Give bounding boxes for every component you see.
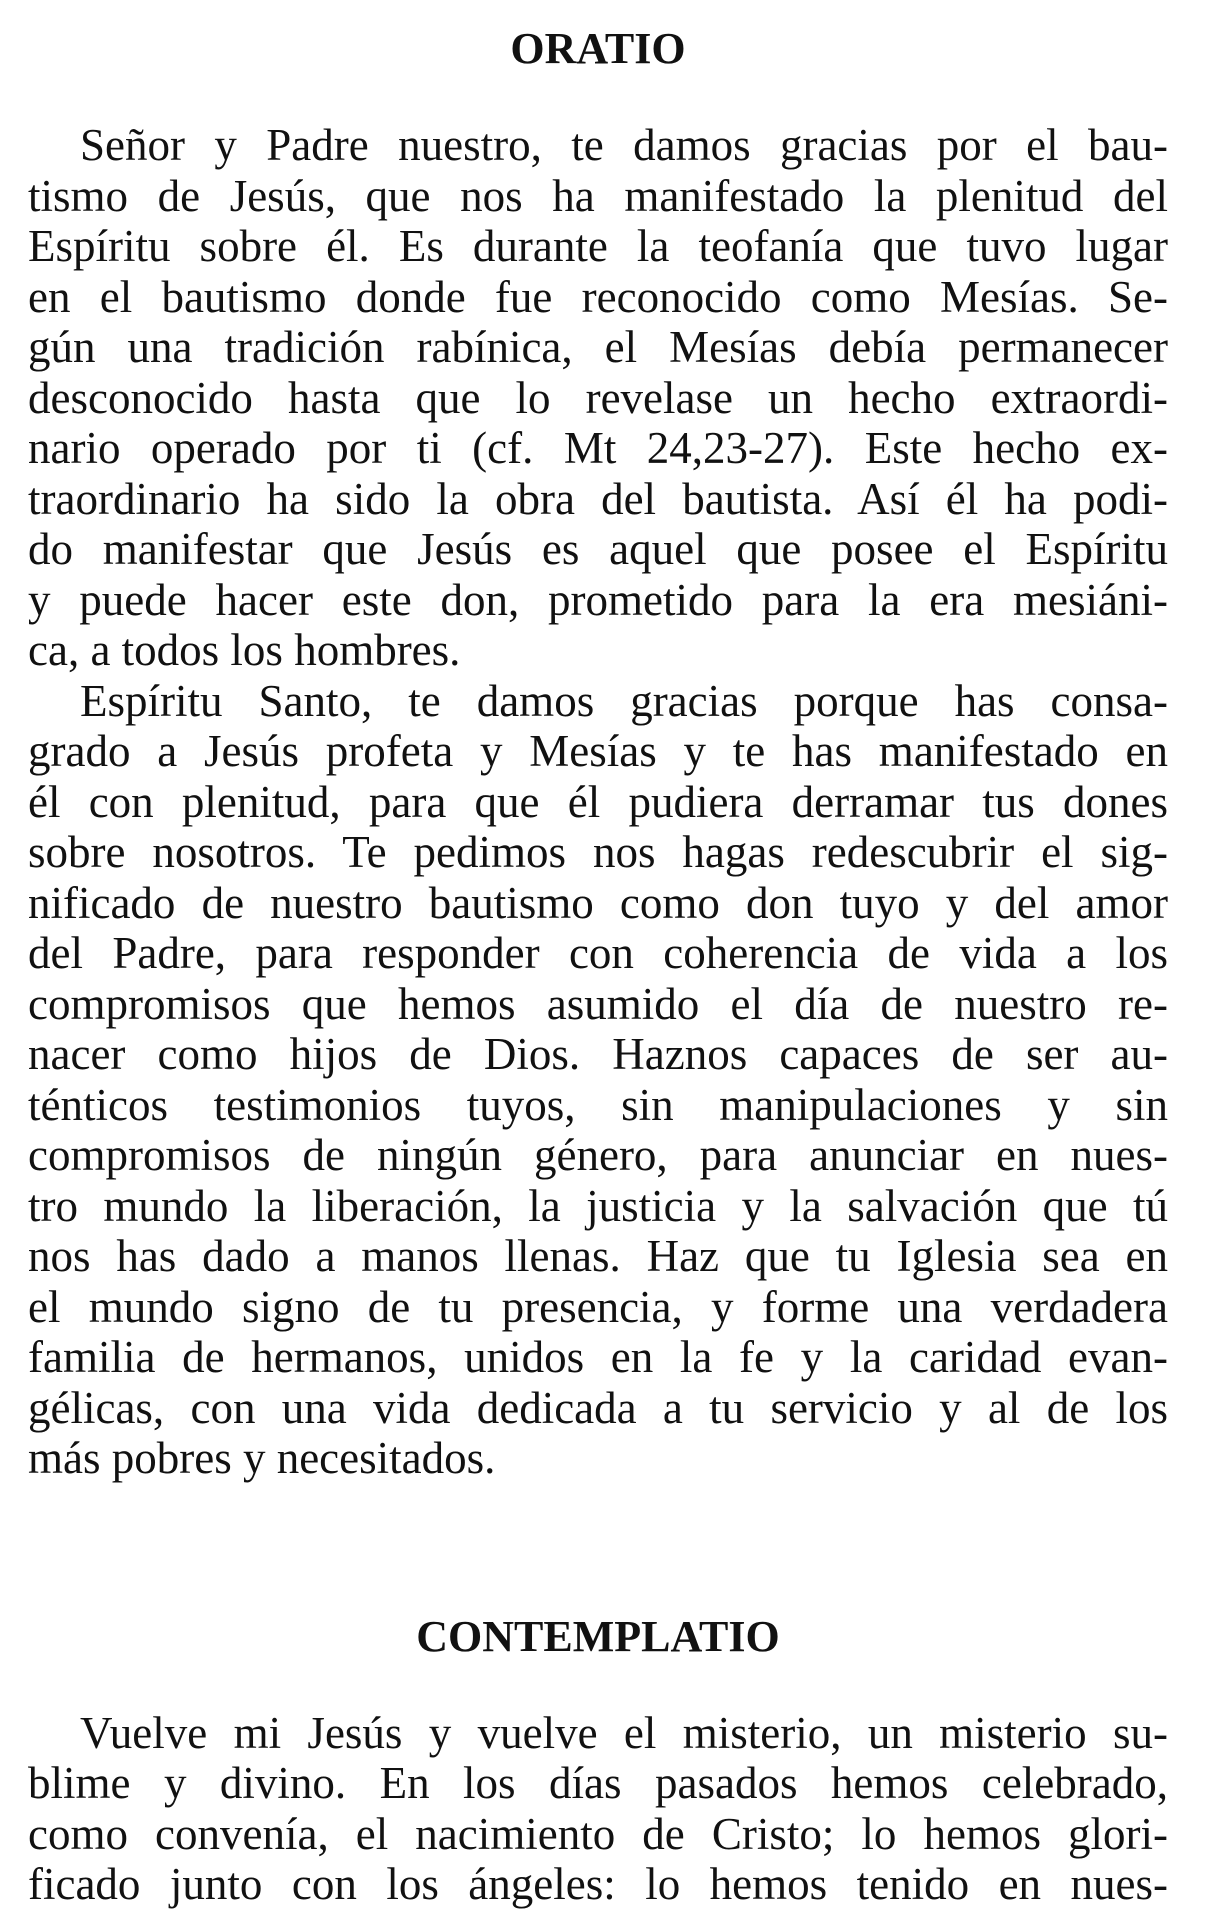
text-line: familia de hermanos, unidos en la fe y la caridad evan- [28, 1332, 1168, 1382]
text-line: él con plenitud, para que él pudiera derramar tus dones [28, 776, 1168, 827]
text-line: nario operado por ti (cf. Mt 24,23-27). Este hecho ex- [28, 423, 1168, 473]
text-line: tismo de Jesús, que nos ha manifestado la plenitud del [28, 170, 1168, 221]
text-line: nos has dado a manos llenas. Haz que tu Iglesia sea en [28, 1231, 1168, 1281]
text-line: como convenía, el nacimiento de Cristo; lo hemos glori- [28, 1808, 1168, 1859]
text-line: en el bautismo donde fue reconocido como Mesías. Se- [28, 271, 1168, 322]
text-line: traordinario ha sido la obra del bautista. Así él ha podi- [28, 473, 1168, 524]
text-line: compromisos que hemos asumido el día de nuestro re- [28, 978, 1168, 1029]
text-line: Vuelve mi Jesús y vuelve el misterio, un misterio su- [80, 1707, 1168, 1758]
text-line: blime y divino. En los días pasados hemos celebrado, [28, 1758, 1168, 1808]
contemplatio-paragraph-1 [28, 1708, 1168, 1910]
text-line: y puede hacer este don, prometido para la era mesiáni- [28, 574, 1168, 625]
text-line: ficado junto con los ángeles: lo hemos tenido en nues- [28, 1859, 1168, 1909]
text-line: más pobres y necesitados. [28, 1433, 496, 1483]
text-line: sobre nosotros. Te pedimos nos hagas redescubrir el sig- [28, 827, 1168, 877]
text-line: el mundo signo de tu presencia, y forme una verdadera [28, 1281, 1168, 1332]
section-title-contemplatio: CONTEMPLATIO [416, 1611, 780, 1661]
document-page [28, 0, 1168, 1910]
oratio-paragraph-1 [28, 120, 1168, 676]
text-line: tro mundo la liberación, la justicia y la salvación que tú [28, 1180, 1168, 1231]
text-line: Espíritu sobre él. Es durante la teofanía que tuvo lugar [28, 221, 1168, 271]
text-line: ténticos testimonios tuyos, sin manipulaciones y sin [28, 1079, 1168, 1130]
text-line: grado a Jesús profeta y Mesías y te has manifestado en [28, 726, 1168, 776]
text-line: gélicas, con una vida dedicada a tu servicio y al de los [28, 1382, 1168, 1433]
text-line: Señor y Padre nuestro, te damos gracias por el bau- [80, 120, 1168, 170]
text-line: compromisos de ningún género, para anunciar en nues- [28, 1130, 1168, 1180]
section-title-oratio: ORATIO [510, 24, 686, 73]
text-line: Espíritu Santo, te damos gracias porque has consa- [80, 675, 1168, 726]
oratio-paragraph-2 [28, 676, 1168, 1484]
text-line: desconocido hasta que lo revelase un hecho extraordi- [28, 372, 1168, 423]
text-line: del Padre, para responder con coherencia de vida a los [28, 928, 1168, 978]
text-line: nificado de nuestro bautismo como don tuyo y del amor [28, 877, 1168, 928]
text-line: gún una tradición rabínica, el Mesías debía permanecer [28, 322, 1168, 372]
text-line: nacer como hijos de Dios. Haznos capaces de ser au- [28, 1029, 1168, 1079]
text-line: do manifestar que Jesús es aquel que posee el Espíritu [28, 524, 1168, 574]
text-line: ca, a todos los hombres. [28, 625, 461, 675]
